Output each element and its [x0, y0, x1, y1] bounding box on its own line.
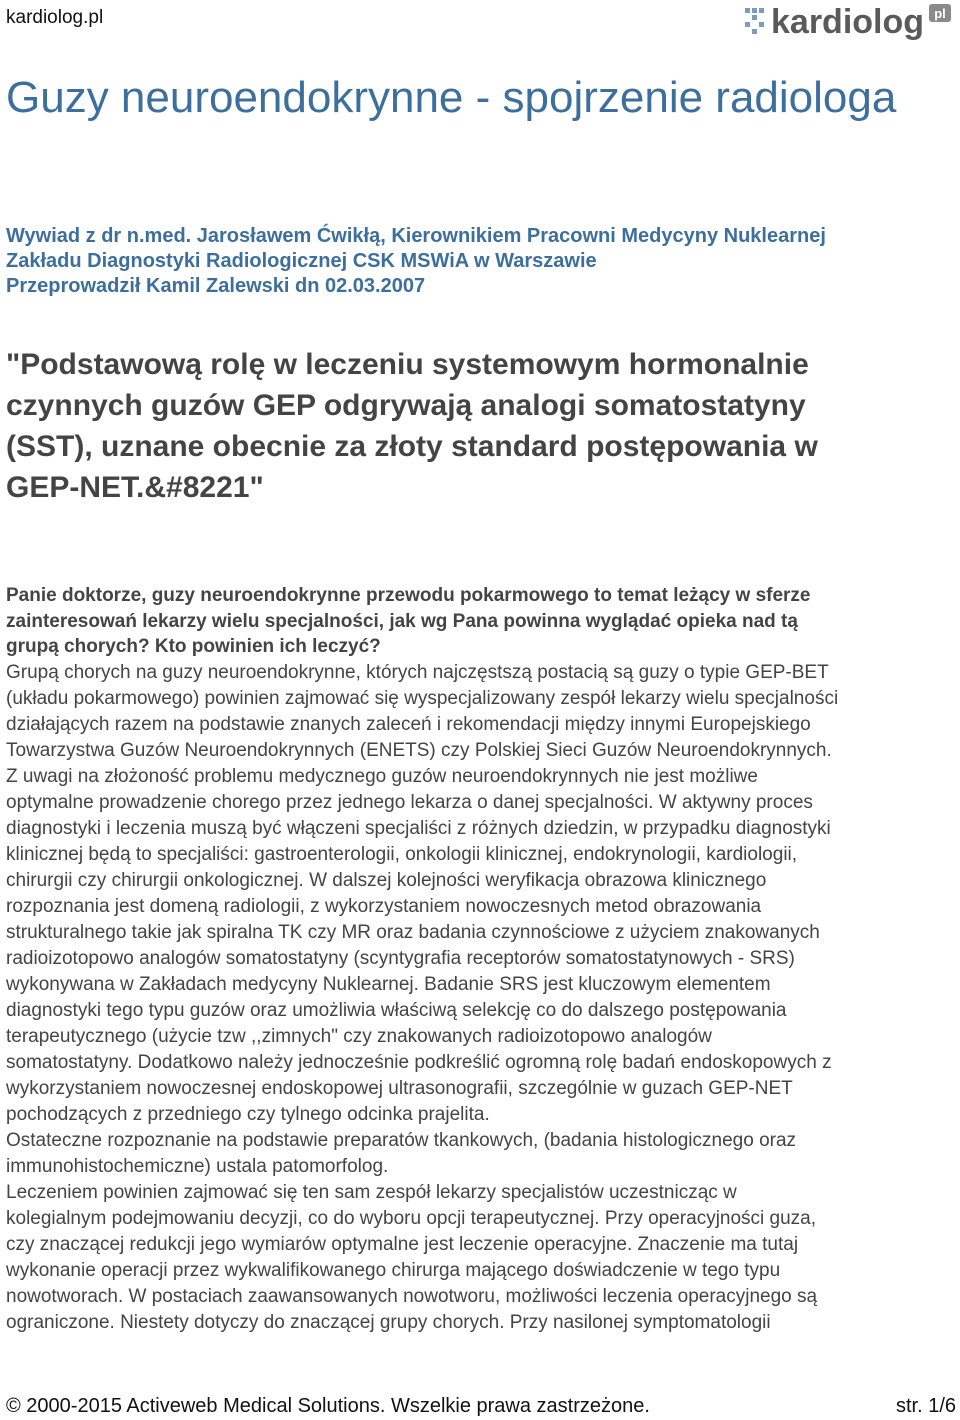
- answer-line: terapeutycznego (użycie tzw ,,zimnych" czy znakowanych radioizotopowo analogów: [6, 1026, 712, 1047]
- logo-dots-icon: [745, 8, 764, 34]
- answer-line: Z uwagi na złożoność problemu medycznego guzów neuroendokrynnych nie jest możliwe: [6, 766, 758, 787]
- answer-line: nowotworach. W postaciach zaawansowanych nowotworu, możliwości leczenia operacyjnego są: [6, 1286, 818, 1307]
- question-line: Panie doktorze, guzy neuroendokrynne przewodu pokarmowego to temat leżący w sferze: [6, 585, 811, 606]
- page-footer: [0, 1394, 960, 1418]
- kardiolog-logo: [741, 0, 956, 44]
- answer-line: diagnostyki tego typu guzów oraz umożliwia właściwą selekcję co do dalszego postępowania: [6, 1000, 787, 1021]
- answer-line: (układu pokarmowego) powinien zajmować się wyspecjalizowany zespół lekarzy wielu specjalności: [6, 688, 839, 709]
- answer-line: strukturalnego takie jak spiralna TK czy MR oraz badania czynnościowe z użyciem znakowanych: [6, 922, 820, 943]
- answer-line: klinicznej będą to specjaliści: gastroenterologii, onkologii klinicznej, endokrynologii, kardiologii,: [6, 844, 798, 865]
- answer-line: pochodzących z przedniego czy tylnego odcinka prajelita.: [6, 1104, 490, 1125]
- answer-line: diagnostyki i leczenia muszą być włączeni specjaliści z różnych dziedzin, w przypadku diagnostyki: [6, 818, 831, 839]
- question-line: grupą chorych? Kto powinien ich leczyć?: [6, 636, 381, 657]
- answer-line: działających razem na podstawie znanych zaleceń i rekomendacji między innymi Europejskiego: [6, 714, 811, 735]
- question-line: zainteresowań lekarzy wielu specjalności, jak wg Pana powinna wyglądać opieka nad tą: [6, 610, 798, 632]
- lead-quote: [6, 344, 936, 508]
- site-name[interactable]: kardiolog.pl: [6, 7, 104, 28]
- answer-line: kolegialnym podejmowaniu decyzji, co do wyboru opcji terapeutycznej. Przy operacyjności guza,: [6, 1208, 817, 1229]
- copyright-notice: © 2000-2015 Activeweb Medical Solutions. Wszelkie prawa zastrzeżone.: [6, 1395, 650, 1417]
- page-number: str. 1/6: [895, 1395, 956, 1417]
- lead-line: czynnych guzów GEP odgrywają analogi somatostatyny: [6, 389, 806, 422]
- lead-line: GEP-NET.&#8221": [6, 471, 264, 504]
- interview-meta: [6, 224, 946, 299]
- answer-line: wykonanie operacji przez wykwalifikowanego chirurga mającego doświadczenie w tego typu: [6, 1260, 781, 1281]
- lead-line: (SST), uznane obecnie za złoty standard postępowania w: [6, 430, 818, 463]
- answer-line: Ostateczne rozpoznanie na podstawie preparatów tkankowych, (badania histologicznego oraz: [6, 1130, 797, 1151]
- meta-line: Zakładu Diagnostyki Radiologicznej CSK MSWiA w Warszawie: [6, 250, 597, 272]
- lead-line: "Podstawową rolę w leczeniu systemowym hormonalnie: [6, 348, 809, 381]
- answer-line: wykonywana w Zakładach medycyny Nuklearnej. Badanie SRS jest kluczowym elementem: [6, 974, 771, 995]
- answer-line: rozpoznania jest domeną radiologii, z wykorzystaniem nowoczesnych metod obrazowania: [6, 896, 762, 917]
- answer-line: radioizotopowo analogów somatostatyny (scyntygrafia receptorów somatostatynowych - SRS): [6, 948, 795, 969]
- logo-text: kardiolog: [771, 3, 925, 41]
- answer-line: immunohistochemiczne) ustala patomorfolog.: [6, 1156, 389, 1177]
- interview-answer: [6, 660, 950, 1336]
- answer-line: Leczeniem powinien zajmować się ten sam zespół lekarzy specjalistów uczestnicząc w: [6, 1182, 737, 1203]
- answer-line: czy znaczącej redukcji jego wymiarów optymalne jest leczenie operacyjne. Znaczenie ma tutaj: [6, 1234, 799, 1255]
- answer-line: wykorzystaniem nowoczesnej endoskopowej ultrasonografii, szczególnie w guzach GEP-NET: [6, 1078, 793, 1099]
- answer-line: optymalne prowadzenie chorego przez jednego lekarza o danej specjalności. W aktywny proces: [6, 792, 813, 813]
- meta-line: Wywiad z dr n.med. Jarosławem Ćwikłą, Kierownikiem Pracowni Medycyny Nuklearnej: [6, 225, 826, 247]
- logo-badge-text: pl: [934, 6, 946, 21]
- answer-line: Towarzystwa Guzów Neuroendokrynnych (ENETS) czy Polskiej Sieci Guzów Neuroendokrynnych.: [6, 740, 832, 761]
- answer-line: somatostatyny. Dodatkowo należy jednocześnie podkreślić ogromną rolę badań endoskopowych z: [6, 1052, 832, 1073]
- page-title: Guzy neuroendokrynne - spojrzenie radiologa: [6, 73, 897, 122]
- answer-line: ograniczone. Niestety dotyczy do znaczącej grupy chorych. Przy nasilonej symptomatologii: [6, 1312, 771, 1333]
- meta-line: Przeprowadził Kamil Zalewski dn 02.03.2007: [6, 275, 426, 297]
- answer-line: Grupą chorych na guzy neuroendokrynne, których najczęstszą postacią są guzy o typie GEP-BET: [6, 662, 829, 683]
- interview-question: [6, 583, 946, 660]
- answer-line: chirurgii czy chirurgii onkologicznej. W dalszej kolejności weryfikacja obrazowa klinicznego: [6, 870, 767, 891]
